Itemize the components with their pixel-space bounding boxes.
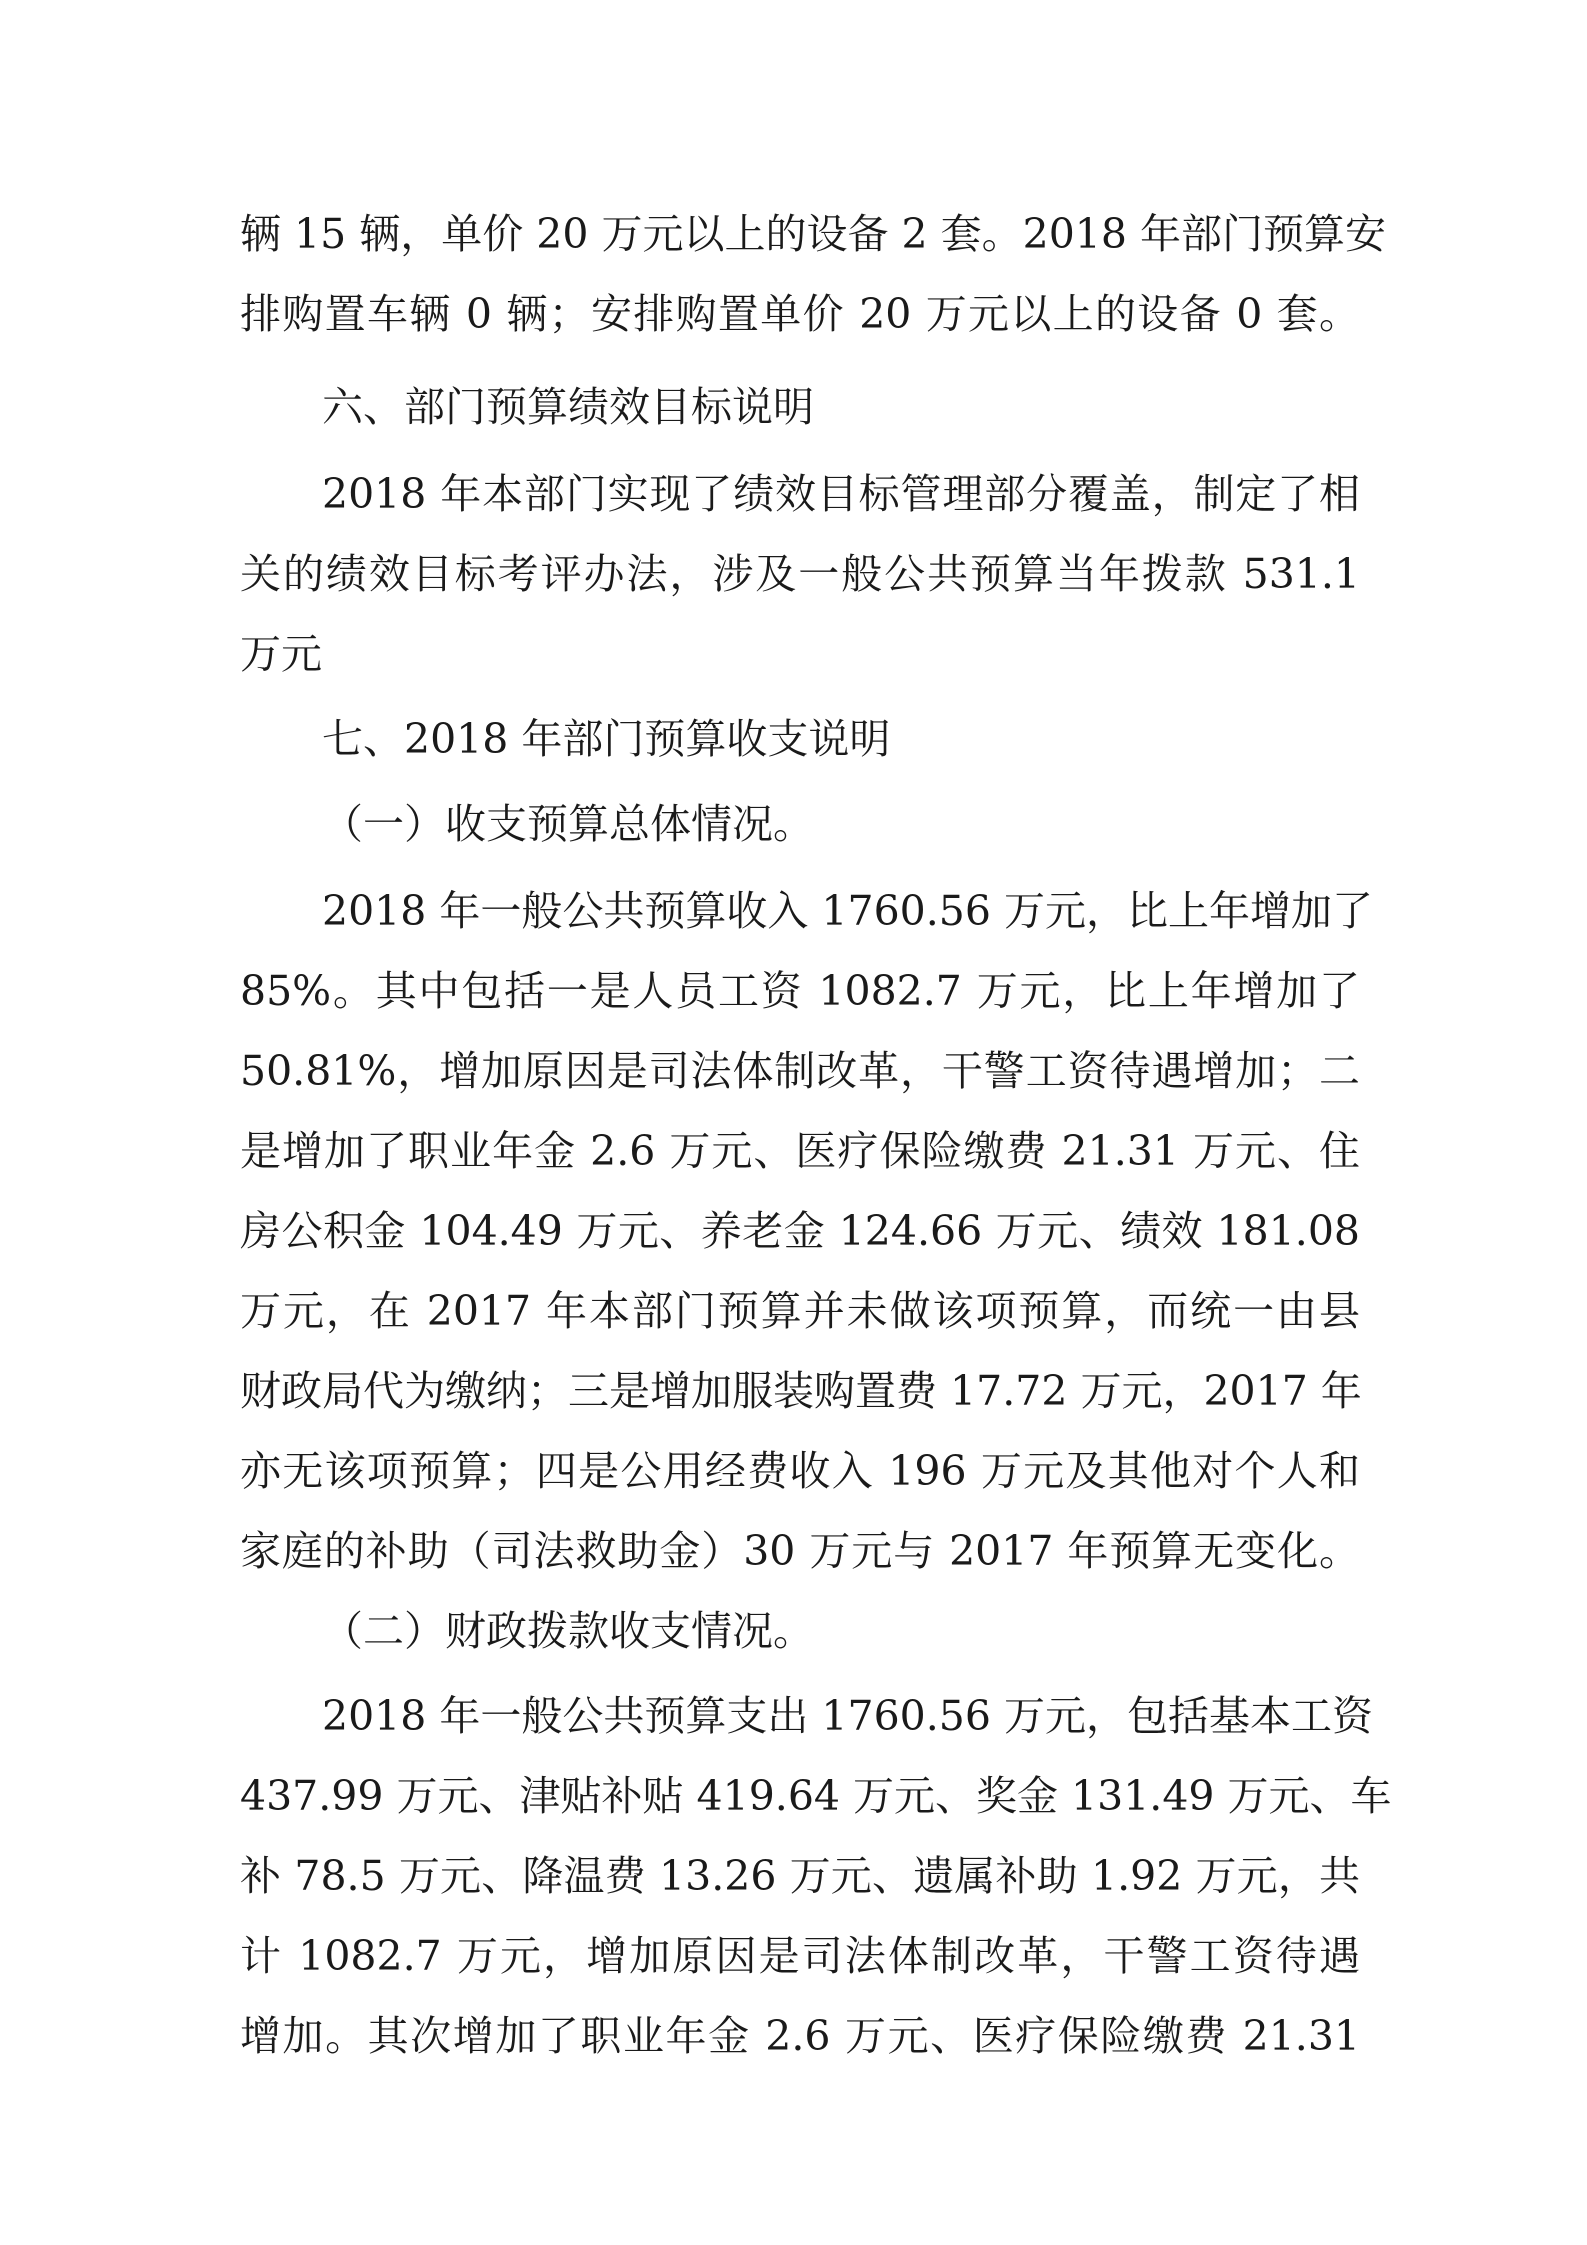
subsection-heading: （二）财政拨款收支情况。	[322, 1607, 814, 1655]
text-line: 关的绩效目标考评办法，涉及一般公共预算当年拨款 531.1	[240, 550, 1360, 598]
text-line: 万元	[240, 630, 322, 678]
section-heading: 六、部门预算绩效目标说明	[322, 383, 814, 431]
text-line: 437.99 万元、津贴补贴 419.64 万元、奖金 131.49 万元、车	[240, 1772, 1392, 1820]
text-line: 排购置车辆 0 辆；安排购置单价 20 万元以上的设备 0 套。	[240, 290, 1360, 338]
text-line: 补 78.5 万元、降温费 13.26 万元、遗属补助 1.92 万元，共	[240, 1852, 1360, 1900]
text-line: 是增加了职业年金 2.6 万元、医疗保险缴费 21.31 万元、住	[240, 1127, 1360, 1175]
text-line: 增加。其次增加了职业年金 2.6 万元、医疗保险缴费 21.31	[240, 2012, 1360, 2060]
text-line: 50.81%，增加原因是司法体制改革，干警工资待遇增加；二	[240, 1047, 1360, 1095]
text-line: 房公积金 104.49 万元、养老金 124.66 万元、绩效 181.08	[240, 1207, 1360, 1255]
text-line: 亦无该项预算；四是公用经费收入 196 万元及其他对个人和	[240, 1447, 1360, 1495]
text-line: 家庭的补助（司法救助金）30 万元与 2017 年预算无变化。	[240, 1527, 1360, 1575]
section-heading: 七、2018 年部门预算收支说明	[322, 715, 891, 763]
text-line: 财政局代为缴纳；三是增加服装购置费 17.72 万元，2017 年	[240, 1367, 1362, 1415]
text-line: 万元，在 2017 年本部门预算并未做该项预算，而统一由县	[240, 1287, 1360, 1335]
text-line: 辆 15 辆，单价 20 万元以上的设备 2 套。2018 年部门预算安	[240, 210, 1386, 258]
text-line: 计 1082.7 万元，增加原因是司法体制改革，干警工资待遇	[240, 1932, 1360, 1980]
subsection-heading: （一）收支预算总体情况。	[322, 800, 814, 848]
text-line: 2018 年本部门实现了绩效目标管理部分覆盖，制定了相	[322, 470, 1360, 518]
text-line: 85%。其中包括一是人员工资 1082.7 万元，比上年增加了	[240, 967, 1360, 1015]
text-line: 2018 年一般公共预算收入 1760.56 万元，比上年增加了	[322, 887, 1373, 935]
text-line: 2018 年一般公共预算支出 1760.56 万元，包括基本工资	[322, 1692, 1373, 1740]
